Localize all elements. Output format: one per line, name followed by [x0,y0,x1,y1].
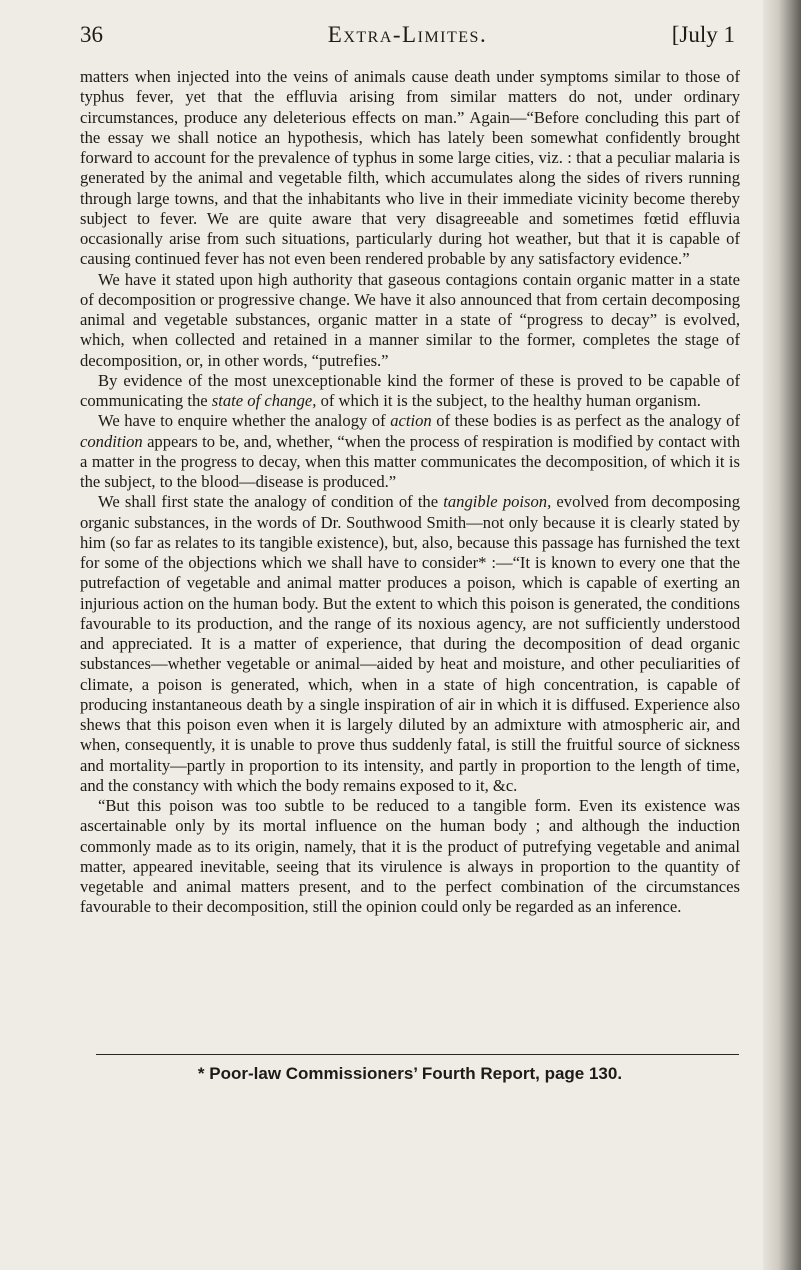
text-run: By evidence of the most unexceptionable kind the former of these is proved to be capable of communicating the [80,370,740,410]
issue-date: [July 1 [671,22,735,47]
italic-phrase: state of change, [211,391,317,410]
page-edge-shadow [763,0,801,1270]
footnote: * Poor-law Commissioners’ Fourth Report, page 130. [197,1064,623,1083]
text-run: of which it is the subject, to the healthy human organism. [316,391,701,410]
text-run: of these bodies is as perfect as the analogy of [431,411,740,431]
text-run: We have it stated upon high authority that gaseous contagions contain organic matter in a state of decomposition or progressive change. We have it also announced that from certain decomposing animal and vegetable substances, organic matter in a state of “progress to decay” is evolved, which, when collected and retained in a manner similar to the former, completes the stage of decomposition, or, in other words, “putrefies.” [80,269,740,370]
italic-phrase: tangible poison, [443,492,552,512]
footnote-rule [96,1054,739,1055]
paragraph [80,411,740,492]
paragraph [80,371,740,412]
paragraph [80,67,740,270]
page-number: 36 [80,22,103,47]
italic-phrase: action [390,411,432,431]
paragraph [80,270,740,371]
text-run: matters when injected into the veins of animals cause death under symptoms similar to those of typhus fever, yet that the effluvia arising from similar matters do not, under ordinary circumstances, produce any deleterious effects on man.” Again—“Before concluding this part of the essay we shall notice an hypothesis, which has lately been somewhat confidently brought forward to account for the prevalence of typhus in some large cities, viz. : that a peculiar malaria is generated by the animal and vegetable filth, which accumulates along the sides of rivers running through large towns, and that the inhabitants who live in their immediate vicinity become thereby subject to fever. We are quite aware that very disagreeable and sometimes fœtid effluvia occasionally arise from such situations, particularly during hot weather, but that it is capable of causing continued fever has not even been rendered probable by any satisfactory evidence.” [80,67,740,269]
text-run: “But this poison was too subtle to be reduced to a tangible form. Even its existence was ascertainable only by its mortal influence on the human body ; and although the induction commonly made as to its origin, namely, that it is the product of putrefying vegetable and animal matter, appeared inevitable, seeing that its virulence is always in proportion to the quantity of vegetable and animal matters present, and to the perfect combination of the circumstances favourable to their decomposition, still the opinion could only be regarded as an inference. [80,796,740,917]
paragraph [80,492,740,796]
running-title: Extra-Limites. [327,22,488,47]
text-run: We have to enquire whether the analogy of [98,411,391,431]
running-header [80,20,735,56]
text-run: We shall first state the analogy of condition of the [98,492,444,512]
text-run: appears to be, and, whether, “when the process of respiration is modified by contact with a matter in the progress to decay, when this matter communicates the decomposition, of which it is the subject, to the blood—disease is produced.” [80,431,740,491]
italic-phrase: condition [80,431,143,451]
body-text [80,67,740,918]
text-run: evolved from decomposing organic substances, in the words of Dr. Southwood Smith—not only because it is clearly stated by him (so far as relates to its tangible existence), but, also, because this passage has furnished the text for some of the objections which we shall have to consider* :—“It is known to every one that the putrefaction of vegetable and animal matter produces a poison, which is capable of exerting an injurious action on the human body. But the extent to which this poison is generated, the conditions favourable to its production, and the range of its noxious agency, are not sufficiently understood and appreciated. It is a matter of experience, that during the decomposition of dead organic substances—whether vegetable or animal—aided by heat and moisture, and other peculiarities of climate, a poison is generated, which, when in a state of high concentration, is capable of producing instantaneous death by a single inspiration of air in which it is diffused. Experience also shews that this poison even when it is largely diluted by an admixture with atmospheric air, and when, consequently, it is unable to prove thus suddenly fatal, is still the fruitful source of sickness and mortality—partly in proportion to its intensity, and partly in proportion to the length of time, and the constancy with which the body remains exposed to it, &c. [80,492,741,795]
paragraph [80,796,740,918]
